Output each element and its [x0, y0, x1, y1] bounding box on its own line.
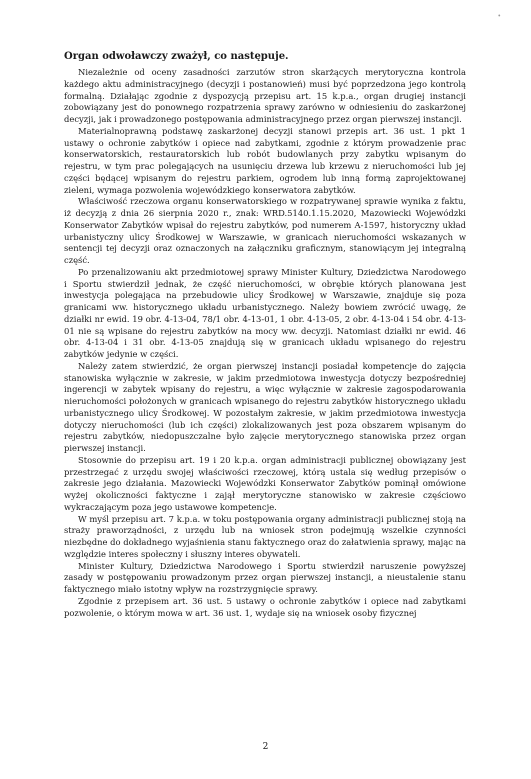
- paragraph-4: Po przenalizowaniu akt przedmiotowej sprawy Minister Kultury, Dziedzictwa Narodowego i Sportu stwierdził jednak, że część nieruchomości, w obrębie których planowana jest inwestycja polegająca na przebudowie ulicy Środkowej w Warszawie, znajduje się poza granicami ww. historycznego układu urbanistycznego. Należy bowiem zwrócić uwagę, że działki nr ewid. 19 obr. 4-13-04, 78/1 obr. 4-13-01, 1 obr. 4-13-05, 2 obr. 4-13-04 i 54 obr. 4-13-01 nie są wpisane do rejestru zabytków na mocy ww. decyzji. Natomiast działki nr ewid. 46 obr. 4-13-04 i 31 obr. 4-13-05 znajdują się w granicach układu wpisanego do rejestru zabytków jedynie w części.: [64, 266, 466, 359]
- paragraph-8: Minister Kultury, Dziedzictwa Narodowego i Sportu stwierdził naruszenie powyższej zasady w postępowaniu prowadzonym przez organ pierwszej instancji, a nieustalenie stanu faktycznego miało istotny wpływ na rozstrzygnięcie sprawy.: [64, 560, 466, 594]
- paragraph-6: Stosownie do przepisu art. 19 i 20 k.p.a. organ administracji publicznej obowiązany jest przestrzegać z urzędu swojej właściwości rzeczowej, którą ustala się według przepisów o zakresie jego działania. Mazowiecki Wojewódzki Konserwator Zabytków pominął omówione wyżej okoliczności faktyczne i zajął merytoryczne stanowisko w zakresie częściowo wykraczającym poza jego ustawowe kompetencje.: [64, 454, 466, 512]
- paragraph-9: Zgodnie z przepisem art. 36 ust. 5 ustawy o ochronie zabytków i opiece nad zabytkami pozwolenie, o którym mowa w art. 36 ust. 1, wydaje się na wniosek osoby fizycznej: [64, 595, 466, 618]
- paragraph-5: Należy zatem stwierdzić, że organ pierwszej instancji posiadał kompetencje do zajęcia stanowiska wyłącznie w zakresie, w jakim przedmiotowa inwestycja dotyczy bezpośredniej ingerencji w zabytek wpisany do rejestru, a więc wyłącznie w zakresie zagospodarowania nieruchomości położonych w granicach wpisanego do rejestru zabytków historycznego układu urbanistycznego ulicy Środkowej. W pozostałym zakresie, w jakim przedmiotowa inwestycja dotyczy nieruchomości (lub ich części) zlokalizowanych jest poza obszarem wpisanym do rejestru zabytków, niedopuszczalne było zajęcie merytorycznego stanowiska przez organ pierwszej instancji.: [64, 360, 466, 453]
- corner-dot-mark: •: [497, 13, 501, 20]
- document-body: [64, 50, 466, 619]
- page-number: 2: [262, 742, 269, 752]
- paragraph-2: Materialnoprawną podstawę zaskarżonej decyzji stanowi przepis art. 36 ust. 1 pkt 1 ustawy o ochronie zabytków i opiece nad zabytkami, zgodnie z którym prowadzenie prac konserwatorskich, restauratorskich lub robót budowlanych przy zabytku wpisanym do rejestru, w tym prac polegających na usunięciu drzewa lub krzewu z nieruchomości lub jej części będącej wpisanym do rejestru parkiem, ogrodem lub inną formą zaprojektowanej zieleni, wymaga pozwolenia wojewódzkiego konserwatora zabytków.: [64, 125, 466, 195]
- paragraph-1: Niezależnie od oceny zasadności zarzutów stron skarżących merytoryczna kontrola każdego aktu administracyjnego (decyzji i postanowień) musi być poprzedzona jego kontrolą formalną. Działając zgodnie z dyspozycją przepisu art. 15 k.p.a., organ drugiej instancji zobowiązany jest do ponownego rozpatrzenia sprawy zarówno w odniesieniu do zaskarżonej decyzji, jak i prowadzonego postępowania administracyjnego przez organ pierwszej instancji.: [64, 67, 466, 124]
- section-heading: Organ odwoławczy zważył, co następuje.: [64, 51, 289, 62]
- paragraph-7: W myśl przepisu art. 7 k.p.a. w toku postępowania organy administracji publicznej stoją na straży praworządności, z urzędu lub na wniosek stron podejmują wszelkie czynności niezbędne do dokładnego wyjaśnienia stanu faktycznego oraz do załatwienia sprawy, mając na względzie interes społeczny i słuszny interes obywateli.: [64, 513, 466, 559]
- paragraph-3: Właściwość rzeczowa organu konserwatorskiego w rozpatrywanej sprawie wynika z faktu, iż decyzją z dnia 26 sierpnia 2020 r., znak: WRD.5140.1.15.2020, Mazowiecki Wojewódzki Konserwator Zabytków wpisał do rejestru zabytków, pod numerem A-1597, historyczny układ urbanistyczny ulicy Środkowej w Warszawie, w granicach nieruchomości wskazanych w sentencji tej decyzji oraz oznaczonych na załączniku graficznym, stanowiącym jej integralną część.: [64, 196, 466, 265]
